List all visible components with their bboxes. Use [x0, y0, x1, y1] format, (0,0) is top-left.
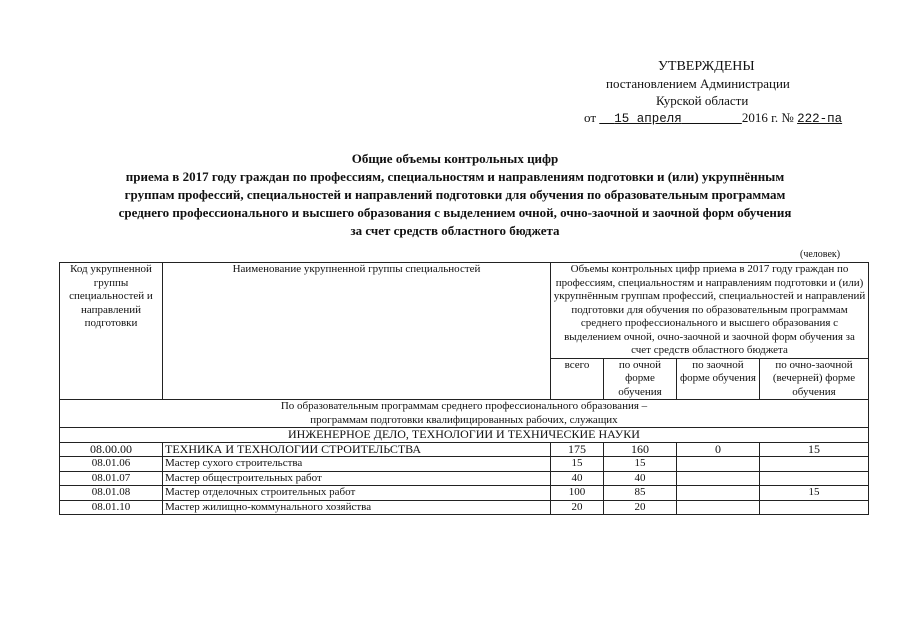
row-code: 08.01.10: [60, 500, 163, 515]
row-code: 08.01.08: [60, 486, 163, 501]
subheader-total: всего: [551, 358, 604, 400]
row-total: 20: [551, 500, 604, 515]
header-volume: Объемы контрольных цифр приема в 2017 году граждан по профессиям, специальностям и направлениям подготовки и (или) укрупнённым группам профессий, специальностей и направлений подготовки для обучения по образовательным программам среднего профессионального и высшего образования с выделением очной, очно-заочной и заочной форм обучения за счет средств областного бюджета: [551, 263, 869, 359]
group-fulltime: 160: [604, 442, 677, 457]
approval-number: 222-па: [797, 112, 843, 126]
row-evening: [760, 500, 869, 515]
group-evening: 15: [760, 442, 869, 457]
table-row: [60, 500, 869, 515]
section-heading: [60, 400, 869, 428]
group-total: 175: [551, 442, 604, 457]
document-title: [40, 150, 870, 240]
section-line-1: По образовательным программам среднего профессионального образования –: [280, 400, 648, 412]
row-evening: [760, 471, 869, 486]
group-correspondence: 0: [677, 442, 760, 457]
approval-date: [599, 112, 742, 126]
row-name: Мастер общестроительных работ: [163, 471, 551, 486]
row-fulltime: 85: [604, 486, 677, 501]
group-code: 08.00.00: [60, 442, 163, 457]
section-row: [60, 400, 869, 428]
table-row: [60, 471, 869, 486]
approval-date-value: 15 апреля: [614, 112, 682, 126]
title-line-1: Общие объемы контрольных цифр: [351, 151, 559, 166]
row-fulltime: 15: [604, 457, 677, 472]
quota-table: [59, 262, 869, 515]
title-line-3: группам профессий, специальностей и направлений подготовки для обучения по образовательным программам: [124, 187, 786, 202]
row-evening: [760, 457, 869, 472]
group-name: ТЕХНИКА И ТЕХНОЛОГИИ СТРОИТЕЛЬСТВА: [163, 442, 551, 457]
header-code: Код укрупненной группы специальностей и направлений подготовки: [60, 263, 163, 400]
approval-stamp: [560, 58, 880, 128]
approval-title: УТВЕРЖДЕНЫ: [658, 59, 755, 74]
title-line-4: среднего профессионального и высшего образования с выделением очной, очно-заочной и заочной форм обучения: [118, 205, 792, 220]
group-row: [60, 442, 869, 457]
subheader-evening: по очно-заочной (вечерней) форме обучения: [760, 358, 869, 400]
section-line-2: программам подготовки квалифицированных рабочих, служащих: [310, 413, 618, 426]
row-name: Мастер отделочных строительных работ: [163, 486, 551, 501]
field-row: [60, 428, 869, 443]
row-name: Мастер сухого строительства: [163, 457, 551, 472]
unit-label: (человек): [800, 249, 841, 260]
approval-date-line: [560, 109, 880, 128]
row-total: 100: [551, 486, 604, 501]
row-code: 08.01.06: [60, 457, 163, 472]
row-name: Мастер жилищно-коммунального хозяйства: [163, 500, 551, 515]
title-line-2: приема в 2017 году граждан по профессиям, специальностям и направлениям подготовки и (или) укрупнённым: [125, 169, 785, 184]
approval-authority: постановлением Администрации: [606, 76, 790, 91]
subheader-correspondence: по заочной форме обучения: [677, 358, 760, 400]
table-row: [60, 457, 869, 472]
table-row: [60, 486, 869, 501]
row-evening: 15: [760, 486, 869, 501]
row-total: 15: [551, 457, 604, 472]
row-fulltime: 20: [604, 500, 677, 515]
table-header-row: [60, 263, 869, 359]
approval-region: Курской области: [656, 93, 749, 108]
field-heading: ИНЖЕНЕРНОЕ ДЕЛО, ТЕХНОЛОГИИ И ТЕХНИЧЕСКИЕ НАУКИ: [60, 428, 869, 443]
row-correspondence: [677, 486, 760, 501]
approval-date-prefix: от: [584, 110, 597, 125]
row-correspondence: [677, 471, 760, 486]
row-total: 40: [551, 471, 604, 486]
row-fulltime: 40: [604, 471, 677, 486]
title-line-5: за счет средств областного бюджета: [350, 223, 560, 238]
row-correspondence: [677, 457, 760, 472]
subheader-fulltime: по очной форме обучения: [604, 358, 677, 400]
header-name: Наименование укрупненной группы специальностей: [163, 263, 551, 400]
row-code: 08.01.07: [60, 471, 163, 486]
approval-year: 2016 г. №: [741, 110, 794, 125]
row-correspondence: [677, 500, 760, 515]
